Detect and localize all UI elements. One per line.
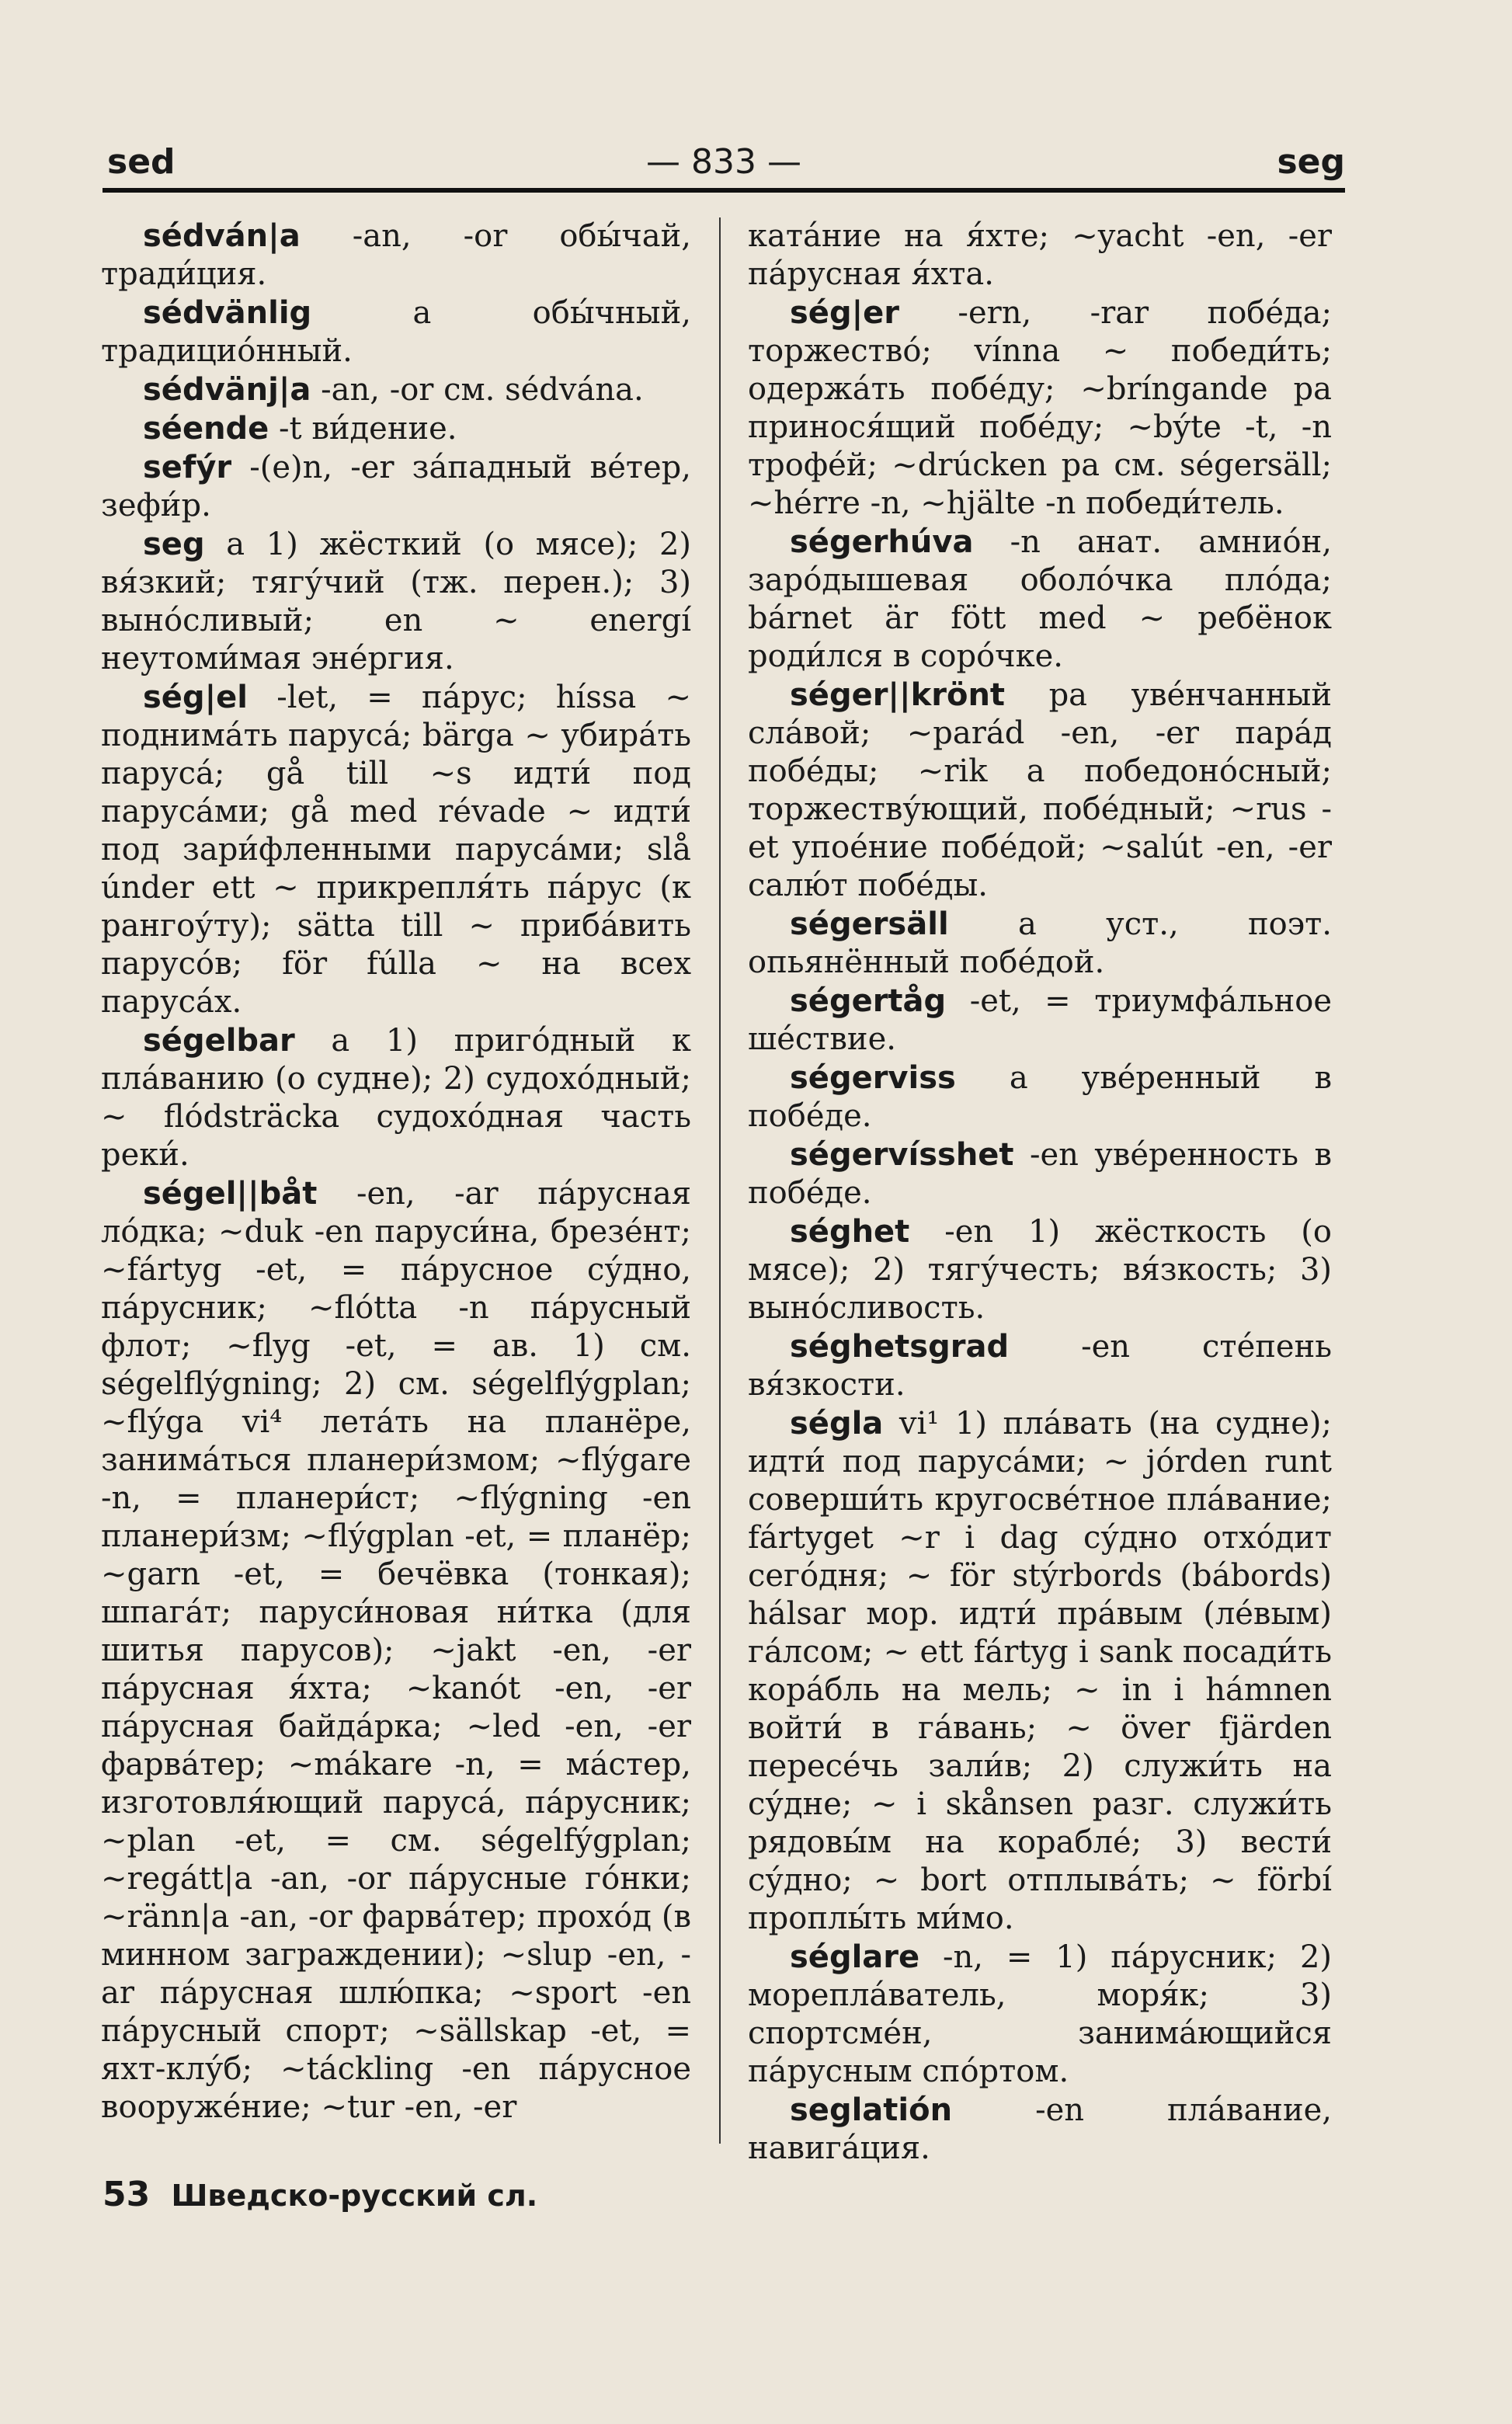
headword: ség|er	[790, 295, 900, 331]
entry-definition: -an, -or обы́чай, тради́ция.	[101, 218, 692, 292]
entry-definition: a обы́чный, традицио́нный.	[101, 295, 691, 369]
dictionary-entry	[101, 371, 691, 409]
dictionary-entry	[748, 982, 1332, 1059]
header-rule	[103, 188, 1345, 193]
dictionary-entry	[748, 1939, 1332, 2091]
headword: sefýr	[143, 450, 232, 485]
entry-definition: -et, = триумфа́льное ше́ствие.	[748, 983, 1332, 1057]
entry-definition: -n, = 1) па́русник; 2) морепла́ватель, моря́к; 3) спортсме́н, занима́ющийся па́русным спо́ртом.	[748, 1939, 1333, 2089]
dictionary-entry	[748, 1059, 1332, 1135]
header-left-guide-word: sed	[107, 142, 176, 182]
headword: séghetsgrad	[790, 1329, 1010, 1365]
headword: séghet	[790, 1214, 910, 1250]
signature-number: 53	[103, 2175, 151, 2214]
dictionary-entry	[101, 217, 691, 294]
headword: séende	[143, 411, 269, 447]
dictionary-entry	[748, 1136, 1332, 1212]
entry-definition: -n анат. амнио́н, заро́дышевая оболо́чка пло́да; bárnet är fött med ~ ребёнок роди́лся в соро́чке.	[748, 524, 1332, 674]
dictionary-entry	[748, 2092, 1332, 2168]
dictionary-entry	[101, 526, 691, 678]
headword: ségelbar	[143, 1023, 295, 1059]
headword: seg	[143, 527, 205, 562]
dictionary-entry	[748, 1213, 1332, 1327]
headword: ség|el	[143, 680, 249, 715]
dictionary-entry	[748, 217, 1332, 294]
column-divider	[719, 217, 721, 2144]
entry-definition: a 1) приго́дный к пла́ванию (о судне); 2) судохо́дный; ~ flódsträcka судохо́дная часть реки́.	[101, 1023, 692, 1173]
entry-definition: -en сте́пень вя́зкости.	[748, 1329, 1333, 1403]
headword: sédván|a	[143, 218, 301, 254]
headword: séglare	[790, 1939, 920, 1975]
left-column	[101, 217, 691, 2127]
entry-definition: pa уве́нчанный сла́вой; ~parád -en, -er пара́д побе́ды; ~rik a победоно́сный; торжеству́ющий, побе́дный; ~rus -et упое́ние побе́дой; ~salút -en, -er салю́т побе́ды.	[748, 677, 1332, 903]
entry-definition: -(e)n, -er за́падный ве́тер, зефи́р.	[101, 450, 691, 523]
headword: sédvänlig	[143, 295, 312, 331]
dictionary-entry	[748, 294, 1332, 523]
page-footer	[103, 2175, 537, 2214]
page-header	[103, 136, 1345, 190]
entry-definition: ката́ние на я́хте; ~yacht -en, -er па́русная я́хта.	[748, 218, 1332, 292]
page-number: — 833 —	[646, 142, 801, 182]
entry-definition: -en 1) жёсткость (о мясе); 2) тягу́честь; вя́зкость; 3) выно́сливость.	[748, 1214, 1332, 1326]
headword: séger||krönt	[790, 677, 1006, 713]
headword: ségervísshet	[790, 1137, 1014, 1173]
headword: ségla	[790, 1406, 884, 1442]
dictionary-entry	[101, 679, 691, 1021]
entry-definition: -en пла́вание, навига́ция.	[748, 2092, 1332, 2166]
dictionary-entry	[101, 1175, 691, 2127]
dictionary-entry	[101, 1022, 691, 1174]
entry-definition: -let, = па́рус; híssa ~ поднима́ть паруса́; bärga ~ убира́ть паруса́; gå till ~s идти́ под паруса́ми; gå med révade ~ идти́ под зари́фленными паруса́ми; slå únder ett ~ прикрепля́ть па́рус (к рангоу́ту); sätta till ~ приба́вить парусо́в; för fúlla ~ на всех паруса́х.	[101, 680, 691, 1020]
entry-definition: a уве́ренный в побе́де.	[748, 1060, 1332, 1134]
dictionary-entry	[748, 906, 1332, 982]
dictionary-entry	[748, 1328, 1332, 1404]
headword: ségerviss	[790, 1060, 956, 1096]
entry-definition: a 1) жёсткий (о мясе); 2) вя́зкий; тягу́чий (тж. перен.); 3) выно́сливый; en ~ energí неутоми́мая эне́ргия.	[101, 527, 692, 676]
headword: ségerhúva	[790, 524, 974, 560]
headword: ségel||båt	[143, 1176, 318, 1212]
dictionary-entry	[101, 294, 691, 370]
entry-definition: vi¹ 1) пла́вать (на судне); идти́ под паруса́ми; ~ jórden runt соверши́ть кругосве́тное пла́вание; fártyget ~r i dag су́дно отхо́дит сего́дня; ~ för stýrbords (bábords) hálsar мор. идти́ пра́вым (ле́вым) га́лсом; ~ ett fártyg i sank посади́ть кора́бль на мель; ~ in i hámnen войти́ в га́вань; ~ över fjärden пересе́чь зали́в; 2) служи́ть на су́дне; ~ i skånsen разг. служи́ть рядовы́м на корабле́; 3) вести́ су́дно; ~ bort отплыва́ть; ~ förbí проплы́ть ми́мо.	[748, 1406, 1332, 1936]
footer-title: Шведско-русский сл.	[171, 2179, 538, 2213]
entry-definition: -t ви́дение.	[279, 411, 457, 447]
entry-definition: -en, -ar па́русная ло́дка; ~duk -en паруси́на, брезе́нт; ~fártyg -et, = па́русное су́дно, па́русник; ~flótta -n па́русный флот; ~flyg -et, = ав. 1) см. ségelflýgning; 2) см. ségelflýgplan; ~flýga vi⁴ лета́ть на планёре, занима́ться планери́змом; ~flýgare -n, = планери́ст; ~flýgning -en планери́зм; ~flýgplan -et, = планёр; ~garn -et, = бечёвка (тонкая); шпага́т; паруси́новая ни́тка (для шитья парусов); ~jakt -en, -er па́русная я́хта; ~kanót -en, -er па́русная байда́рка; ~led -en, -er фарва́тер; ~mákare -n, = ма́стер, изготовля́ющий паруса́, па́русник; ~plan -et, = см. ségelfýgplan; ~regátt|a -an, -or па́русные го́нки; ~ränn|a -an, -or фарва́тер; прохо́д (в минном заграждении); ~slup -en, -ar па́русная шлю́пка; ~sport -en па́русный спорт; ~sällskap -et, = яхт-клу́б; ~táckling -en па́русное вооруже́ние; ~tur -en, -er	[101, 1176, 691, 2125]
headword: seglatión	[790, 2092, 953, 2128]
entry-definition: -ern, -rar побе́да; торжество́; vínna ~ победи́ть; одержа́ть побе́ду; ~bríngande pa принося́щий побе́ду; ~býte -t, -n трофе́й; ~drúcken pa см. ségersäll; ~hérre -n, ~hjälte -n победи́тель.	[748, 295, 1332, 521]
headword: ségersäll	[790, 906, 949, 942]
entry-definition: -an, -or см. sédvána.	[321, 372, 644, 408]
dictionary-entry	[748, 676, 1332, 905]
entry-definition: a уст., поэт. опьянённый побе́дой.	[748, 906, 1333, 980]
dictionary-entry	[101, 410, 691, 448]
dictionary-entry	[748, 523, 1332, 676]
right-column	[748, 217, 1332, 2168]
dictionary-entry	[101, 449, 691, 525]
dictionary-entry	[748, 1405, 1332, 1938]
entry-definition: -en уве́ренность в побе́де.	[748, 1137, 1332, 1211]
header-right-guide-word: seg	[1277, 142, 1345, 182]
headword: sédvänj|a	[143, 372, 311, 408]
headword: ségertåg	[790, 983, 947, 1019]
